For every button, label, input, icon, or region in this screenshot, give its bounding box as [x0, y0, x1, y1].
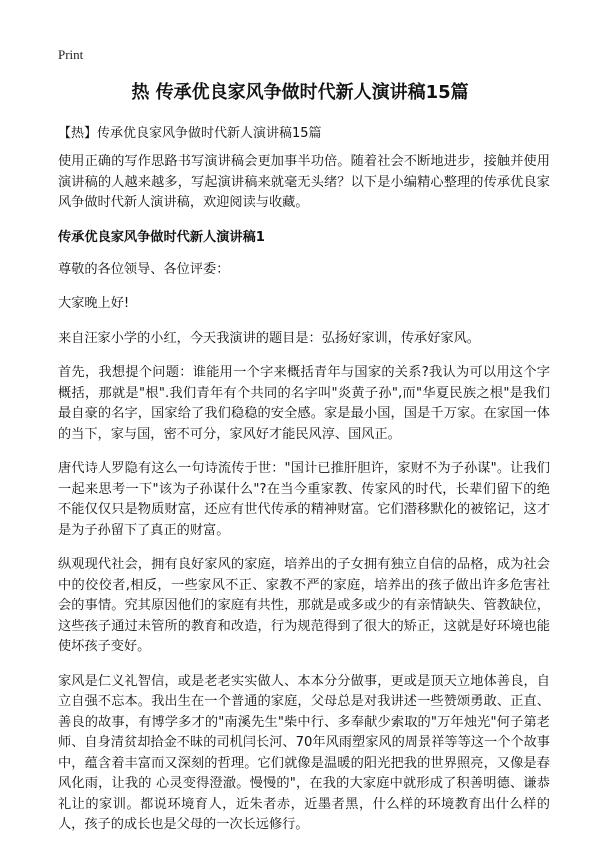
body-paragraph-family-values: 家风是仁义礼智信，或是老老实实做人、本本分分做事，更或是顶天立地体善良，自立自强不忘本。我出生在一个普通的家庭，父母总是对我讲述一些赞颂勇敢、正直、善良的故事，有博学多才的"南溪先生"柴中行、多奉献少索取的"万年烛光"何子第老师、自身清贫却拾金不昧的司机闫长河、70年风雨塑家风的周景祥等等这一个个故事中，蕴含着丰富而又深刻的哲理。它们就像是温暖的阳光把我的世界照亮，又像是春风化雨，让我的 心灵变得澄澈。慢慢的"，在我的大家庭中就形成了积善明德、谦恭礼让的家训。都说环境育人，近朱者赤，近墨者黑，什么样的环境教育出什么样的人，孩子的成长也是父母的一次长远修行。 [58, 673, 550, 832]
document-title: 热 传承优良家风争做时代新人演讲稿15篇 [131, 82, 469, 103]
intro-paragraph: 使用正确的写作思路书写演讲稿会更加事半功倍。随着社会不断地进步，接触并使用演讲稿的人越来越多，写起演讲稿来就毫无头绪？以下是小编精心整理的传承优良家风争做时代新人演讲稿，欢迎阅读与收藏。 [58, 154, 550, 210]
body-paragraph-greeting: 尊敬的各位领导、各位评委： [58, 261, 230, 277]
body-paragraph-society: 纵观现代社会，拥有良好家风的家庭，培养出的子女拥有独立自信的品格，成为社会中的佼佼者,相反，一些家风不正、家教不严的家庭，培养出的孩子做出许多危害社会的事情。究其原因他们的家庭有共性，那就是或多或少的有亲情缺失、管教缺位，这些孩子通过未管所的教育和改造，行为规范得到了很大的矫正，这就是好环境也能使坏孩子变好。 [58, 557, 550, 654]
print-label: Print [58, 47, 84, 62]
body-paragraph-hello: 大家晚上好! [58, 296, 130, 311]
document-body [58, 152, 550, 850]
body-paragraph-question: 首先，我想提个问题：谁能用一个字来概括青年与国家的关系?我认为可以用这个字概括，那就是"根".我们青年有个共同的名字叫"炎黄子孙",而"华夏民族之根"是我们最自豪的名字，国家给了我们稳稳的安全感。家是最小国，国是千万家。在家国一体的当下，家与国，密不可分，家风好才能民风淳、国风正。 [58, 365, 550, 442]
body-paragraph-poem: 唐代诗人罗隐有这么一句诗流传于世："国计已推肝胆许，家财不为子孙谋"。让我们一起来思考一下"该为子孙谋什么"?在当今重家教、传家风的时代，长辈们留下的绝不能仅仅只是物质财富，还应有世代传承的精神财富。它们潜移默化的被铭记，这才是为子孙留下了真正的财富。 [58, 461, 550, 538]
body-paragraph-intro-speaker: 来自汪家小学的小红，今天我演讲的题目是：弘扬好家训，传承好家风。 [58, 330, 480, 346]
section-heading: 传承优良家风争做时代新人演讲稿1 [58, 229, 265, 245]
document-lead: 【热】传承优良家风争做时代新人演讲稿15篇 [58, 126, 322, 141]
